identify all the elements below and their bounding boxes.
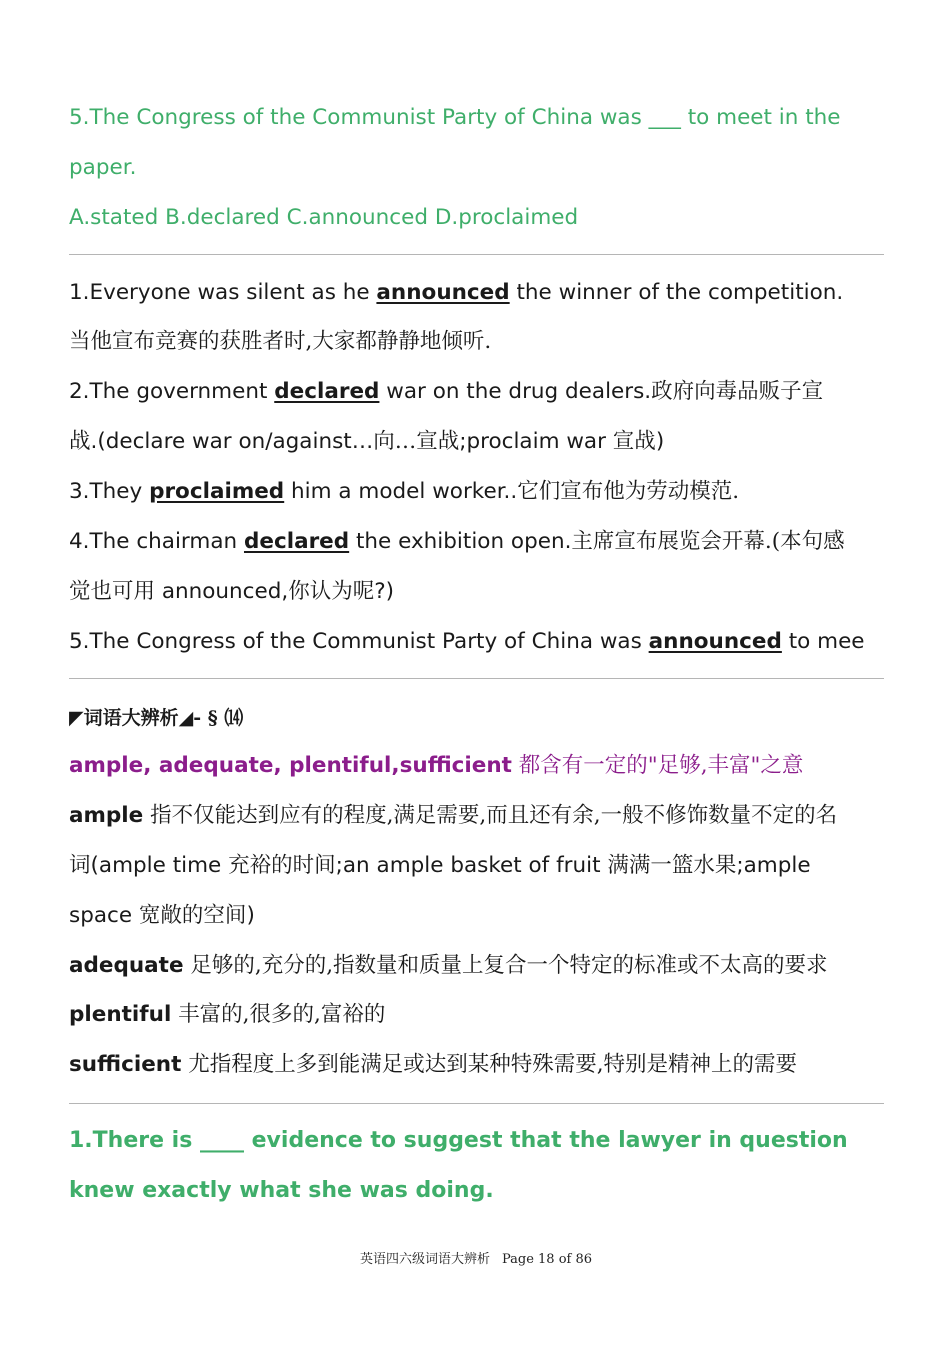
keyword: declared [243, 529, 350, 554]
example-4-continued [69, 577, 892, 607]
definition-sufficient [69, 1050, 892, 1080]
example-2-continued [69, 427, 892, 457]
example-1 [69, 278, 892, 308]
definition-text: (ample time [90, 853, 229, 878]
exercise-line-2: knew exactly what she was doing. [69, 1178, 494, 1203]
example-3 [69, 477, 892, 507]
question-line-2: paper. [69, 155, 137, 180]
translation: 政府向毒品贩子宣 [651, 379, 824, 404]
example-text: .(declare war on/against… [90, 429, 374, 454]
translation: 宣战 [612, 429, 656, 454]
translation: 主席宣布展览会开幕.(本句感 [571, 529, 845, 554]
example-text: ;proclaim war [459, 429, 613, 454]
divider [69, 678, 884, 679]
example-text: 4.The chairman [69, 529, 244, 554]
page-footer [0, 1248, 952, 1267]
definition-text: 充裕的时间 [228, 853, 336, 878]
keyword: announced [648, 629, 782, 654]
footer-title: 英语四六级词语大辨析 [359, 1252, 490, 1267]
triangle-marker-icon: ◤ [69, 707, 84, 729]
divider [69, 1103, 884, 1104]
example-text: war on the drug dealers. [379, 379, 652, 404]
definition-word: ample [69, 803, 144, 828]
example-text: ) [655, 429, 665, 454]
translation: 战 [69, 429, 91, 454]
translation: 它们宣布他为劳动模范. [517, 479, 740, 504]
definition-text: 足够的,充分的,指数量和质量上复合一个特定的标准或不太高的要求 [183, 953, 828, 978]
example-text: 1.Everyone was silent as he [69, 280, 377, 305]
definition-plentiful [69, 1000, 892, 1030]
keyword: announced [376, 280, 510, 305]
example-text: the winner of the competition. [509, 280, 844, 305]
definition-text: space [69, 903, 139, 928]
section-heading [69, 703, 892, 733]
definition-adequate [69, 951, 892, 981]
translation: 你认为呢 [288, 579, 375, 604]
example-text: 5.The Congress of the Communist Party of China was [69, 629, 649, 654]
keyword: proclaimed [149, 479, 285, 504]
definition-word: adequate [69, 953, 184, 978]
example-2 [69, 377, 892, 407]
example-5 [69, 627, 892, 657]
section-number: ◢- § ⒁ [178, 707, 244, 729]
section-heading-text: 词语大辨析 [83, 707, 179, 729]
definition-text: ;an ample basket of fruit [335, 853, 608, 878]
example-4 [69, 527, 892, 557]
example-text: 3.They [69, 479, 150, 504]
keyword: declared [274, 379, 380, 404]
definition-text: ) [246, 903, 255, 928]
divider [69, 254, 884, 255]
example-text: the exhibition open. [349, 529, 572, 554]
section-title-words: ample, adequate, plentiful,sufficient [69, 753, 512, 778]
translation: 觉也可用 [69, 579, 156, 604]
exercise-line-1: 1.There is ____ evidence to suggest that the lawyer in question [69, 1128, 848, 1153]
section-title-meaning: 都含有一定的"足够,丰富"之意 [511, 753, 804, 778]
definition-word: plentiful [69, 1002, 172, 1027]
example-text: to mee [781, 629, 865, 654]
example-text: announced, [155, 579, 289, 604]
definition-ample-continued [69, 851, 892, 881]
translation: 向…宣战 [373, 429, 460, 454]
example-text: him a model worker.. [284, 479, 518, 504]
definition-text: ;ample [736, 853, 811, 878]
definition-text: 丰富的,很多的,富裕的 [171, 1002, 386, 1027]
definition-word: sufficient [69, 1052, 182, 1077]
definition-text: 宽敞的空间 [138, 903, 247, 928]
page-number: Page 18 of 86 [501, 1252, 593, 1267]
definition-text: 词 [69, 853, 91, 878]
example-text: 2.The government [69, 379, 275, 404]
example-1-translation: 当他宣布竞赛的获胜者时,大家都静静地倾听. [69, 329, 492, 354]
definition-text: 指不仅能达到应有的程度,满足需要,而且还有余,一般不修饰数量不定的名 [143, 803, 838, 828]
definition-text: 尤指程度上多到能满足或达到某种特殊需要,特别是精神上的需要 [181, 1052, 798, 1077]
definition-text: 满满一篮水果 [607, 853, 737, 878]
example-text: ?) [374, 579, 395, 604]
section-title [69, 751, 892, 781]
question-options: A.stated B.declared C.announced D.proclaimed [69, 205, 579, 230]
definition-ample [69, 801, 892, 831]
question-line-1: 5.The Congress of the Communist Party of China was ___ to meet in the [69, 105, 841, 130]
definition-ample-continued-2 [69, 901, 892, 931]
